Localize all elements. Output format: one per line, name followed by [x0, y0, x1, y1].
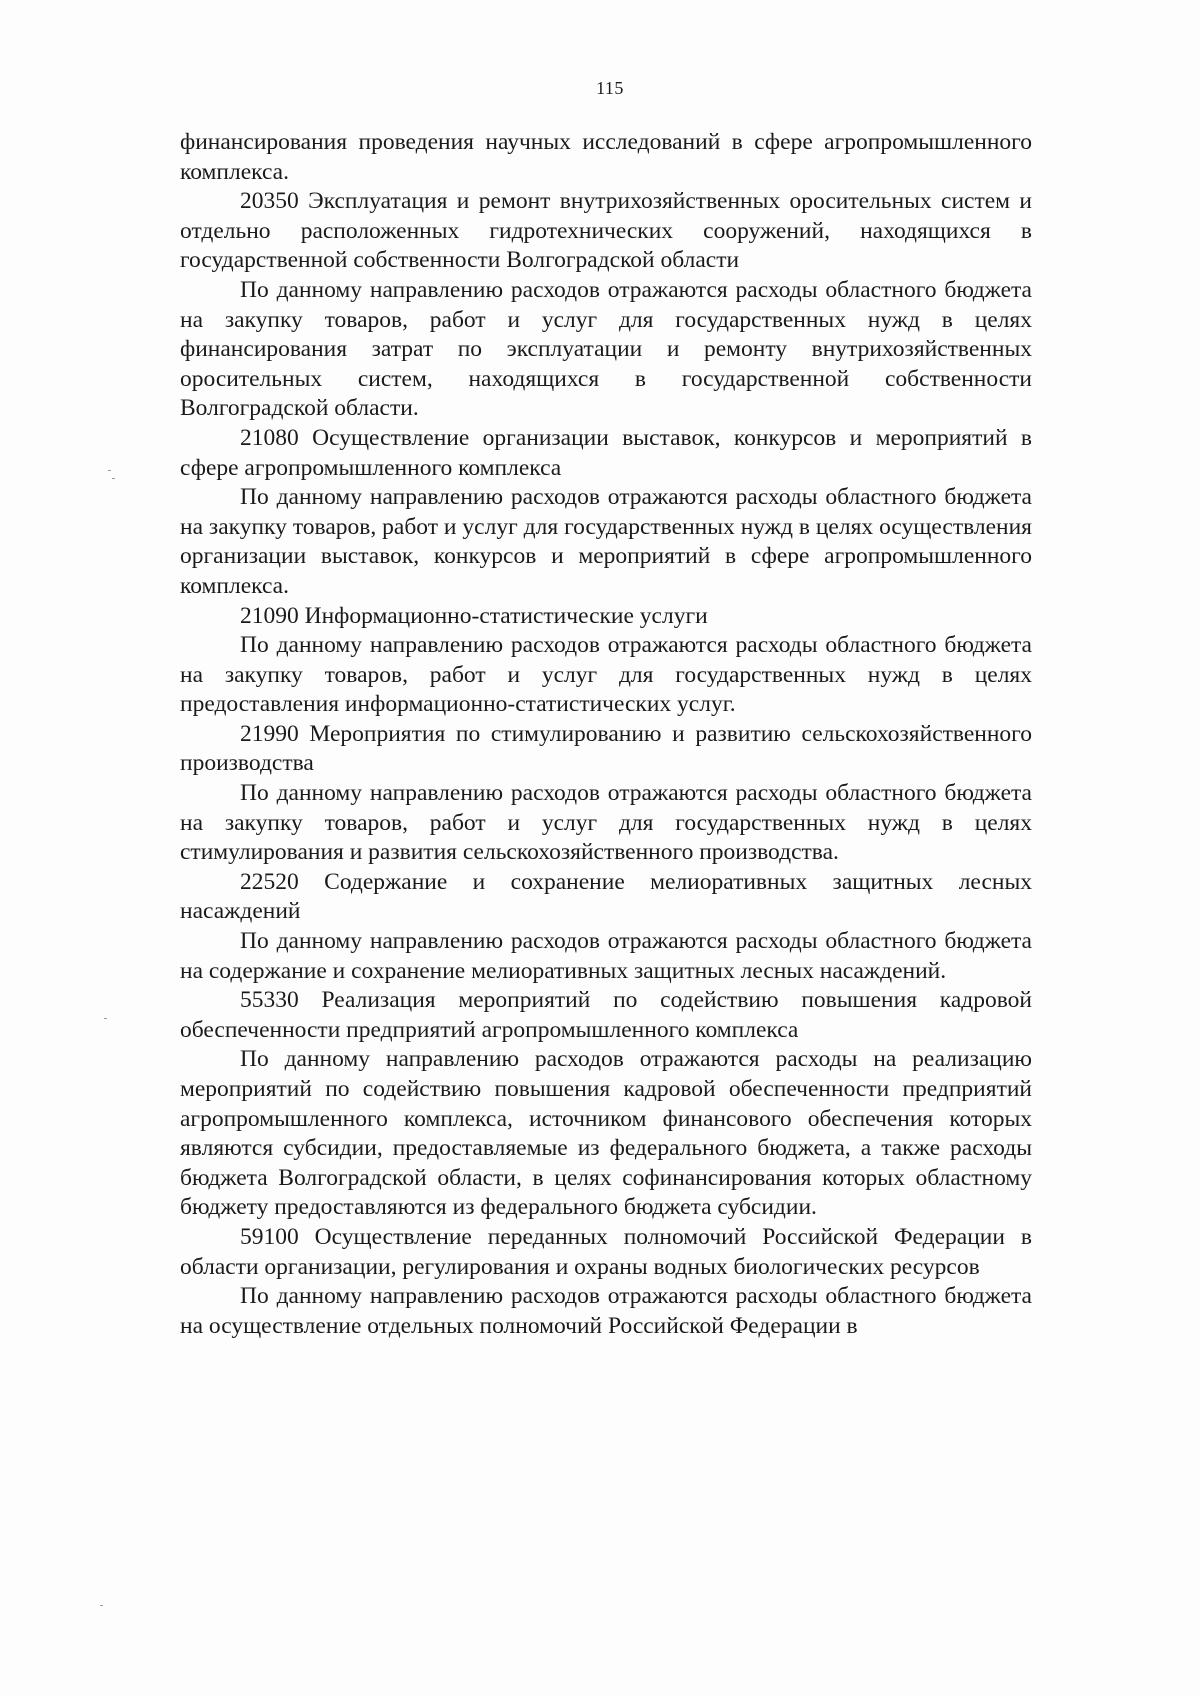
- scan-speck: [100, 1605, 103, 1606]
- section-heading: 21090 Информационно-статистические услуги: [240, 602, 708, 629]
- scan-speck: [104, 1018, 107, 1019]
- paragraph: По данному направлению расходов отражаются расходы областного бюджета на осуществление отдельных полномочий Российской Федерации в: [180, 1283, 1032, 1339]
- paragraph: По данному направлению расходов отражаются расходы областного бюджета на содержание и сохранение мелиоративных защитных лесных насаждений.: [180, 928, 1032, 984]
- page-number: 115: [596, 78, 624, 98]
- paragraph: По данному направлению расходов отражаются расходы областного бюджета на закупку товаров, работ и услуг для государственных нужд в целях стимулирования и развития сельскохозяйственного производства.: [180, 780, 1032, 866]
- paragraph: финансирования проведения научных исследований в сфере агропромышленного комплекса.: [180, 129, 1032, 185]
- document-body: [180, 128, 1032, 1341]
- paragraph: По данному направлению расходов отражаются расходы областного бюджета на закупку товаров, работ и услуг для государственных нужд в целях осуществления организации выставок, конкурсов и мероприятий в сфере агропромышленного комплекса.: [180, 484, 1032, 599]
- section-heading: 22520 Содержание и сохранение мелиоративных защитных лесных насаждений: [180, 868, 1032, 925]
- section-heading: 55330 Реализация мероприятий по содействию повышения кадровой обеспеченности предприятий агропромышленного комплекса: [180, 987, 1032, 1043]
- paragraph: По данному направлению расходов отражаются расходы областного бюджета на закупку товаров, работ и услуг для государственных нужд в целях предоставления информационно-статистических услуг.: [180, 632, 1032, 718]
- paragraph: По данному направлению расходов отражаются расходы на реализацию мероприятий по содействию повышения кадровой обеспеченности предприятий агропромышленного комплекса, источником финансового обеспечения которых являются субсидии, предоставляемые из федерального бюджета, а также расходы бюджета Волгоградской области, в целях софинансирования которых областному бюджету предоставляются из федерального бюджета субсидии.: [180, 1046, 1032, 1221]
- section-heading: 59100 Осуществление переданных полномочий Российской Федерации в области организации, регулирования и охраны водных биологических ресурсов: [180, 1223, 1032, 1280]
- section-heading: 21080 Осуществление организации выставок, конкурсов и мероприятий в сфере агропромышленного комплекса: [180, 424, 1032, 481]
- scan-speck: [112, 478, 115, 479]
- paragraph: По данному направлению расходов отражаются расходы областного бюджета на закупку товаров, работ и услуг для государственных нужд в целях финансирования затрат по эксплуатации и ремонту внутрихозяйственных оросительных систем, находящихся в государственной собственности Волгоградской области.: [180, 276, 1032, 422]
- scan-speck: [108, 470, 111, 471]
- section-heading: 20350 Эксплуатация и ремонт внутрихозяйственных оросительных систем и отдельно расположенных гидротехнических сооружений, находящихся в государственной собственности Волгоградской области: [180, 188, 1032, 274]
- section-heading: 21990 Мероприятия по стимулированию и развитию сельскохозяйственного производства: [180, 720, 1032, 777]
